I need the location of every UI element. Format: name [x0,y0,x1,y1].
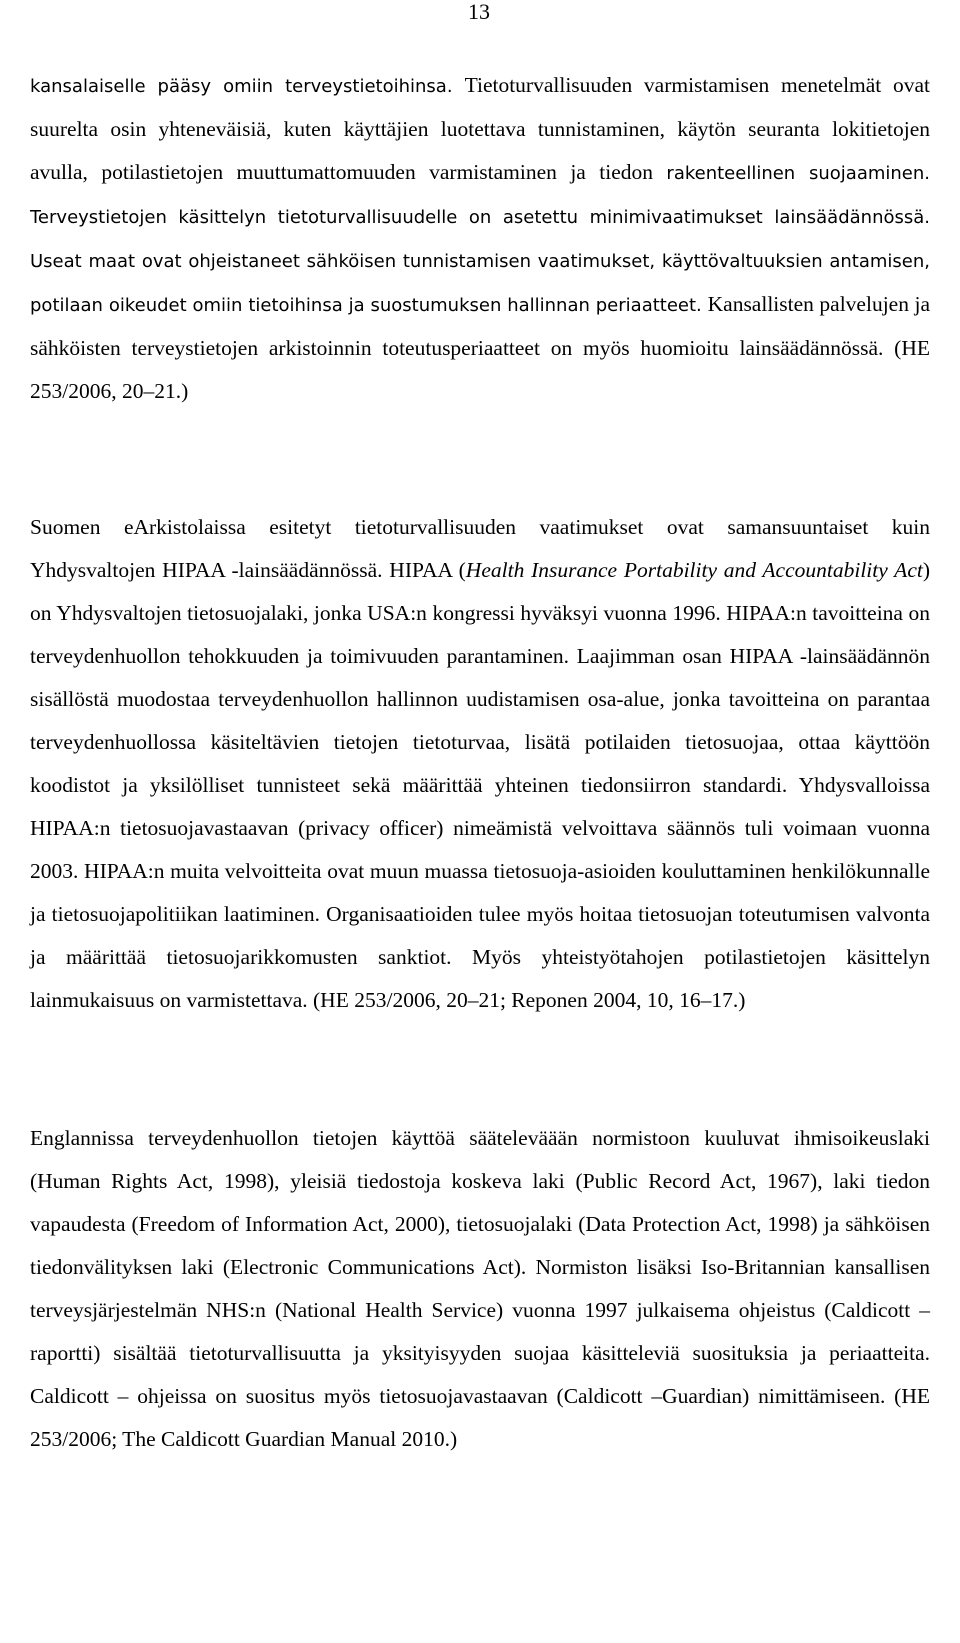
page-number: 13 [468,0,490,24]
paragraph-1-segment-4: Kansallisten palvelujen ja sähköisten terveystietojen arkistoinnin toteutusperiaatteet on myös huomioitu lainsäädännössä. (HE 253/2006, 20–21.) [30,292,930,403]
paragraph-3 [30,1117,930,1461]
paragraph-2 [30,506,930,1022]
paragraph-1-segment-3: rakenteellinen suojaaminen. Terveystietojen käsittelyn tietoturvallisuudelle on asetettu minimivaatimukset lainsäädännössä. Useat maat ovat ohjeistaneet sähköisen tunnistamisen vaatimukset, käyttövaltuuksien antamisen, potilaan oikeudet omiin tietoihinsa ja suostumuksen hallinnan periaatteet. [30,163,930,316]
paragraph-1-segment-1: kansalaiselle pääsy omiin terveystietoihinsa. [30,76,465,97]
paragraph-2-segment-1: Suomen eArkistolaissa esitetyt tietoturvallisuuden vaatimukset ovat samansuuntaiset kuin Yhdysvaltojen HIPAA -lainsäädännössä. HIPAA ( [30,515,930,582]
paragraph-1 [30,64,930,413]
paragraph-2-segment-3: ) on Yhdysvaltojen tietosuojalaki, jonka USA:n kongressi hyväksyi vuonna 1996. HIPAA:n tavoitteina on terveydenhuollon tehokkuuden ja toimivuuden parantaminen. Laajimman osan HIPAA -lainsäädännön sisällöstä muodostaa terveydenhuollon hallinnon uudistamisen osa-alue, jonka tavoitteina on parantaa terveydenhuollossa käsiteltävien tietojen tietoturvaa, lisätä potilaiden tietosuojaa, ottaa käyttöön koodistot ja yksilölliset tunnisteet sekä määrittää yhteinen tiedonsiirron standardi. Yhdysvalloissa HIPAA:n tietosuojavastaavan (privacy officer) nimeämistä velvoittava säännös tuli voimaan vuonna 2003. HIPAA:n muita velvoitteita ovat muun muassa tietosuoja-asioiden kouluttaminen henkilökunnalle ja tietosuojapolitiikan laatiminen. Organisaatioiden tulee myös hoitaa tietosuojan toteutumisen valvonta ja määrittää tietosuojarikkomusten sanktiot. Myös yhteistyötahojen potilastietojen käsittelyn lainmukaisuus on varmistettava. (HE 253/2006, 20–21; Reponen 2004, 10, 16–17.) [30,558,931,1012]
paragraph-2-act-name: Health Insurance Portability and Accountability Act [465,558,923,582]
paragraph-1-segment-2: Tietoturvallisuuden varmistamisen menetelmät ovat suurelta osin yhteneväisiä, kuten käyttäjien luotettava tunnistaminen, käytön seuranta lokitietojen avulla, potilastietojen muuttumattomuuden varmistaminen ja tiedon [30,73,930,184]
paragraph-3-segment-1: Englannissa terveydenhuollon tietojen käyttöä sääteleväään normistoon kuuluvat ihmisoikeuslaki (Human Rights Act, 1998), yleisiä tiedostoja koskeva laki (Public Record Act, 1967), laki tiedon vapaudesta (Freedom of Information Act, 2000), tietosuojalaki (Data Protection Act, 1998) ja sähköisen tiedonvälityksen laki (Electronic Communications Act). Normiston lisäksi Iso-Britannian kansallisen terveysjärjestelmän NHS:n (National Health Service) vuonna 1997 julkaisema ohjeistus (Caldicott –raportti) sisältää tietoturvallisuutta ja yksityisyyden suojaa käsitteleviä suosituksia ja periaatteita. Caldicott – ohjeissa on suositus myös tietosuojavastaavan (Caldicott –Guardian) nimittämiseen. (HE 253/2006; The Caldicott Guardian Manual 2010.) [30,1126,930,1451]
